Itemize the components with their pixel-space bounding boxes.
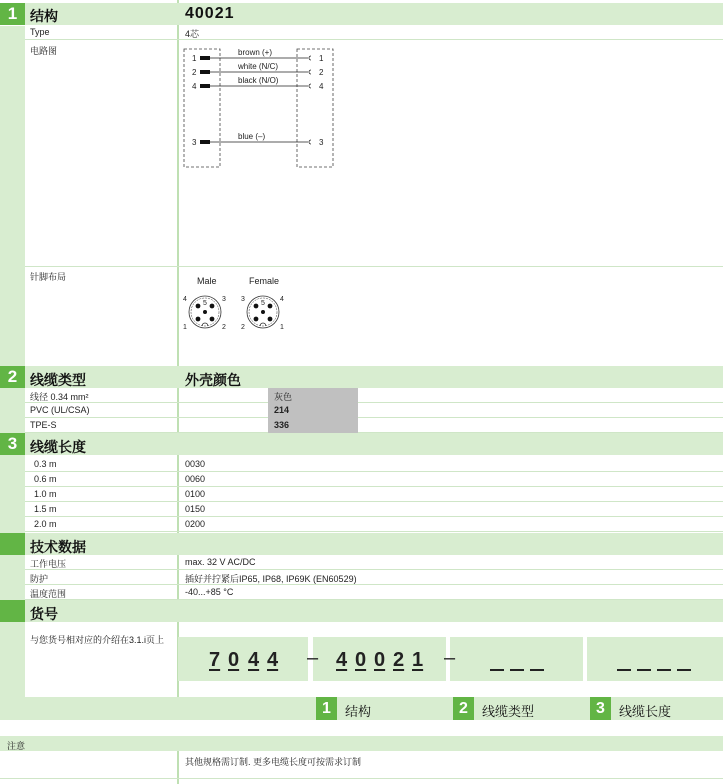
svg-text:3: 3 — [222, 296, 226, 303]
code-digit: 0 — [374, 649, 386, 671]
diagram-label: 电路图 — [30, 46, 58, 56]
code-box-prefix — [178, 637, 308, 681]
code-blank — [657, 669, 671, 671]
right-pin-label: 4 — [319, 82, 324, 91]
svg-text:2: 2 — [241, 324, 245, 331]
svg-text:4: 4 — [183, 296, 187, 303]
wiring-diagram — [180, 45, 340, 170]
svg-text:1: 1 — [183, 324, 187, 331]
code-blank — [510, 669, 524, 671]
tech-row: 防护 插好并拧紧后IP65, IP68, IP69K (EN60529) — [25, 570, 723, 585]
section1-number: 1 — [0, 3, 25, 25]
notes-header — [0, 736, 723, 751]
tech-header — [0, 533, 723, 555]
svg-text:3: 3 — [241, 296, 245, 303]
length-row: 0.6 m 0060 — [25, 472, 723, 487]
left-stripe — [0, 555, 25, 600]
code-digit: 1 — [412, 649, 424, 671]
bottom-rule — [0, 778, 723, 779]
section2-header — [0, 366, 723, 388]
order-marker — [0, 600, 25, 622]
tech-row: 温度范围 -40...+85 °C — [25, 585, 723, 600]
section2-title: 线缆类型 — [30, 372, 86, 388]
male-connector-icon — [182, 291, 228, 333]
legend-label: 线缆类型 — [482, 704, 535, 719]
female-connector-icon — [240, 291, 286, 333]
color-code-cell: 336 — [268, 418, 358, 433]
right-pin-label: 3 — [319, 138, 324, 147]
length-row: 1.5 m 0150 — [25, 502, 723, 517]
code-box-length — [587, 637, 723, 681]
cable-type-row: PVC (UL/CSA) — [25, 403, 723, 418]
cable-type-row: TPE-S — [25, 418, 723, 433]
left-stripe — [0, 622, 25, 697]
left-stripe — [0, 388, 25, 433]
code-digit: 4 — [336, 649, 348, 671]
order-title: 货号 — [30, 606, 58, 622]
legend-cable-type — [450, 697, 583, 720]
section3-title: 线缆长度 — [30, 439, 86, 455]
wire-label: brown (+) — [238, 48, 273, 57]
right-pin-label: 1 — [319, 54, 324, 63]
left-pin-label: 3 — [192, 138, 197, 147]
length-row: 1.0 m 0100 — [25, 487, 723, 502]
housing-color-title: 外壳颜色 — [185, 372, 241, 388]
left-stripe — [0, 26, 25, 366]
legend-length — [587, 697, 723, 720]
code-digit: 4 — [248, 649, 260, 671]
svg-text:2: 2 — [222, 324, 226, 331]
type-value: 4芯 — [185, 29, 200, 39]
legend-number: 2 — [453, 697, 474, 720]
construction-code: 40021 — [185, 5, 235, 22]
code-dash: – — [444, 647, 456, 669]
tech-title: 技术数据 — [30, 539, 86, 555]
cable-type-row: 线径 0.34 mm² — [25, 388, 723, 403]
code-digit: 4 — [267, 649, 279, 671]
code-blank — [677, 669, 691, 671]
order-note: 与您货号相对应的介绍在3.1.i页上 — [30, 635, 165, 645]
svg-text:4: 4 — [280, 296, 284, 303]
code-digit: 0 — [228, 649, 240, 671]
legend-number: 1 — [316, 697, 337, 720]
section2-number: 2 — [0, 366, 25, 388]
order-header — [0, 600, 723, 622]
color-code-cell: 214 — [268, 403, 358, 418]
code-digit: 7 — [209, 649, 221, 671]
notes-text: 其他规格需订制. 更多电缆长度可按需求订制 — [185, 757, 362, 767]
row-divider — [25, 266, 723, 267]
section3-number: 3 — [0, 433, 25, 455]
code-digit: 2 — [393, 649, 405, 671]
svg-text:1: 1 — [280, 324, 284, 331]
left-pin-label: 4 — [192, 82, 197, 91]
legend-label: 线缆长度 — [619, 704, 672, 719]
legend-label: 结构 — [345, 704, 372, 719]
code-box-cable-type — [450, 637, 583, 681]
wire-label: white (N/C) — [238, 62, 279, 71]
legend-construction — [313, 697, 446, 720]
code-blank — [617, 669, 631, 671]
tech-row: 工作电压 max. 32 V AC/DC — [25, 555, 723, 570]
svg-text:5: 5 — [261, 300, 265, 307]
code-blank — [530, 669, 544, 671]
length-row: 0.3 m 0030 — [25, 457, 723, 472]
male-label: Male — [197, 276, 217, 286]
left-pin-label: 2 — [192, 68, 197, 77]
svg-text:5: 5 — [203, 300, 207, 307]
section1-header — [0, 3, 723, 25]
color-cell: 灰色 — [268, 388, 358, 403]
code-digit: 0 — [355, 649, 367, 671]
notes-divider — [177, 751, 179, 784]
legend-number: 3 — [590, 697, 611, 720]
code-dash: – — [307, 647, 319, 669]
female-label: Female — [249, 276, 280, 286]
code-blank — [637, 669, 651, 671]
left-pin-label: 1 — [192, 54, 197, 63]
wire-label: blue (–) — [238, 132, 266, 141]
wire-label: black (N/O) — [238, 76, 279, 85]
section3-header — [0, 433, 723, 455]
pinout-label: 针脚布局 — [30, 272, 67, 282]
section1-title: 结构 — [30, 8, 58, 24]
right-pin-label: 2 — [319, 68, 324, 77]
notes-title: 注意 — [7, 741, 26, 751]
code-blank — [490, 669, 504, 671]
length-row: 2.0 m 0200 — [25, 517, 723, 532]
type-label: Type — [30, 27, 50, 37]
tech-marker — [0, 533, 25, 555]
type-row — [25, 25, 723, 40]
